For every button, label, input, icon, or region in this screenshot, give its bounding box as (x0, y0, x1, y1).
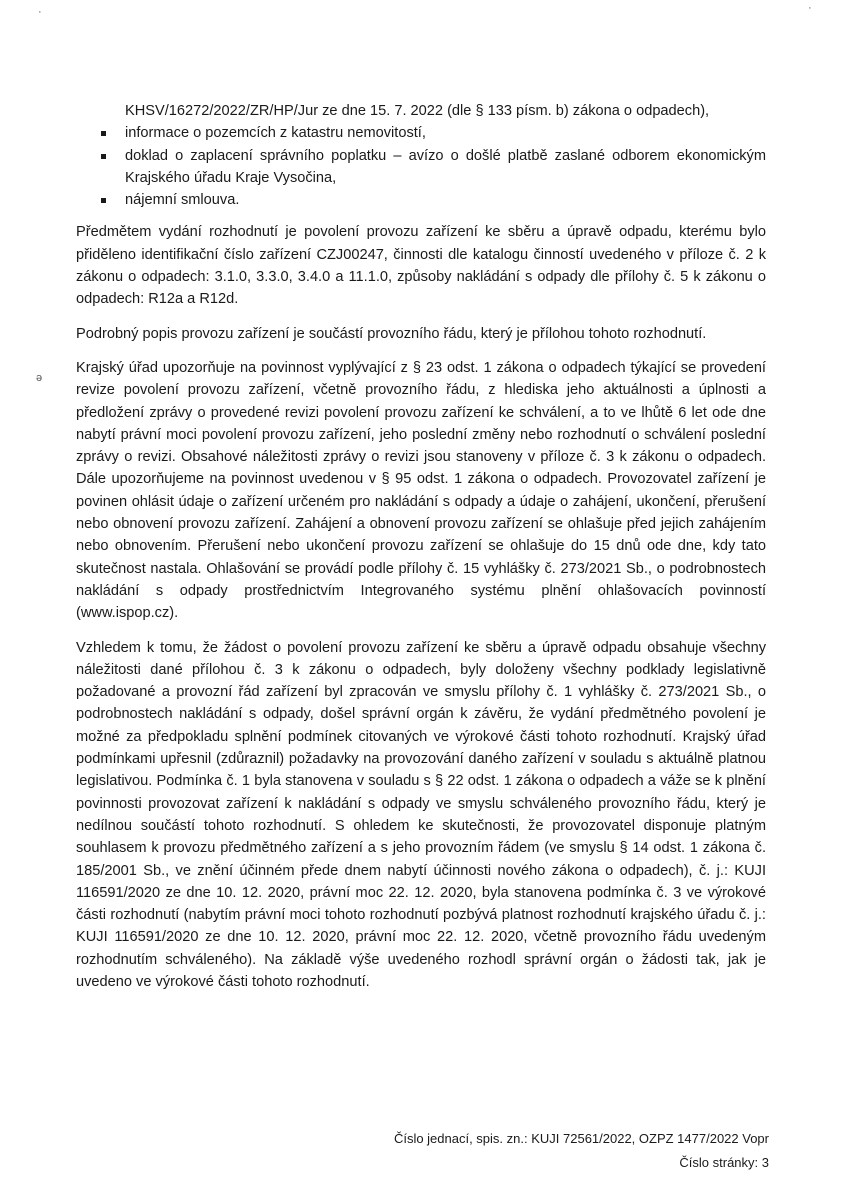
list-item: doklad o zaplacení správního poplatku – avízo o došlé platbě zaslané odborem ekonomickým Krajského úřadu Kraje Vysočina, (76, 145, 766, 190)
paragraph-operating-rules: Podrobný popis provozu zařízení je součástí provozního řádu, který je přílohou tohoto rozhodnutí. (76, 325, 707, 342)
list-item: informace o pozemcích z katastru nemovitostí, (76, 122, 766, 144)
attachment-list (76, 100, 766, 211)
page-footer (394, 1127, 769, 1175)
list-item: nájemní smlouva. (76, 189, 766, 211)
paragraph-revision-notice: Krajský úřad upozorňuje na povinnost vyplývající z § 23 odst. 1 zákona o odpadech týkající se provedení revize povolení provozu zařízení, včetně provozního řádu, z hlediska jeho aktuálnosti a úplnosti a předložení zprávy o provedené revizi povolení provozu zařízení ke schválení, a to ve lhůtě 6 let ode dne nabytí právní moci povolení provozu zařízení, jeho poslední změny nebo rozhodnutí o schválení poslední zprávy o revizi. Obsahové náležitosti zprávy o revizi jsou stanoveny v příloze č. 3 k zákonu o odpadech. Dále upozorňujeme na povinnost uvedenou v § 95 odst. 1 zákona o odpadech. Provozovatel zařízení je povinen ohlásit údaje o zařízení určeném pro nakládání s odpady a údaje o zahájení, ukončení, přerušení nebo obnovení provozu zařízení. Zahájení a obnovení provozu zařízení se ohlašuje před jejich zahájením nebo obnovením. Přerušení nebo ukončení provozu zařízení se ohlašuje do 15 dnů ode dne, kdy tato skutečnost nastala. Ohlašování se provádí podle přílohy č. 15 vyhlášky č. 273/2021 Sb., o podrobnostech nakládání s odpady prostřednictvím Integrovaného systému plnění ohlašovacích povinností (www.ispop.cz). (76, 359, 766, 622)
list-item: KHSV/16272/2022/ZR/HP/Jur ze dne 15. 7. 2022 (dle § 133 písm. b) zákona o odpadech), (125, 103, 710, 119)
reference-number: Číslo jednací, spis. zn.: KUJI 72561/2022, OZPZ 1477/2022 Vopr (393, 1131, 769, 1146)
document-body (76, 100, 766, 1005)
scan-mark: · (38, 6, 42, 18)
scan-mark: · (808, 2, 812, 14)
paragraph-justification: Vzhledem k tomu, že žádost o povolení provozu zařízení ke sběru a úpravě odpadu obsahuje všechny náležitosti dané přílohou č. 3 k zákonu o odpadech, byly doloženy všechny podklady legislativně požadované a provozní řád zařízení byl zpracován ve smyslu přílohy č. 1 vyhlášky č. 273/2021 Sb., o podrobnostech nakládání s odpady, došel správní orgán k závěru, že vydání předmětného povolení je možné za předpokladu splnění podmínek citovaných ve výrokové části tohoto rozhodnutí. Krajský úřad podmínkami upřesnil (zdůraznil) požadavky na provozování daného zařízení v souladu s aktuálně platnou legislativou. Podmínka č. 1 byla stanovena v souladu s § 22 odst. 1 zákona o odpadech a váže se k plnění povinnosti provozovat zařízení k nakládání s odpady ve smyslu schváleného provozního řádu, který je nedílnou součástí tohoto rozhodnutí. S ohledem ke skutečnosti, že provozovatel disponuje platným souhlasem k provozu předmětného zařízení a s jeho provozním řádem (ve smyslu § 14 odst. 1 zákona č. 185/2001 Sb., ve znění účinném přede dnem nabytí účinnosti nového zákona o odpadech), č. j.: KUJI 116591/2020 ze dne 10. 12. 2020, právní moc 22. 12. 2020, byla stanovena podmínka č. 3 ve výrokové části rozhodnutí (nabytím právní moci tohoto rozhodnutí pozbývá platnost rozhodnutí krajského úřadu č. j.: KUJI 116591/2020 ze dne 10. 12. 2020, právní moc 22. 12. 2020, včetně provozního řádu uvedeným rozhodnutím schváleného). Na základě výše uvedeného rozhodl správní orgán o žádosti tak, jak je uvedeno ve výrokové části tohoto rozhodnutí. (76, 639, 766, 990)
scan-mark: ə (36, 372, 43, 384)
paragraph-subject: Předmětem vydání rozhodnutí je povolení provozu zařízení ke sběru a úpravě odpadu, kterému bylo přiděleno identifikační číslo zařízení CZJ00247, činnosti dle katalogu činností uvedeného v příloze č. 2 k zákonu o odpadech: 3.1.0, 3.3.0, 3.4.0 a 11.1.0, způsoby nakládání s odpady dle přílohy č. 5 k zákonu o odpadech: R12a a R12d. (76, 224, 766, 308)
page-number: Číslo stránky: 3 (679, 1155, 769, 1170)
